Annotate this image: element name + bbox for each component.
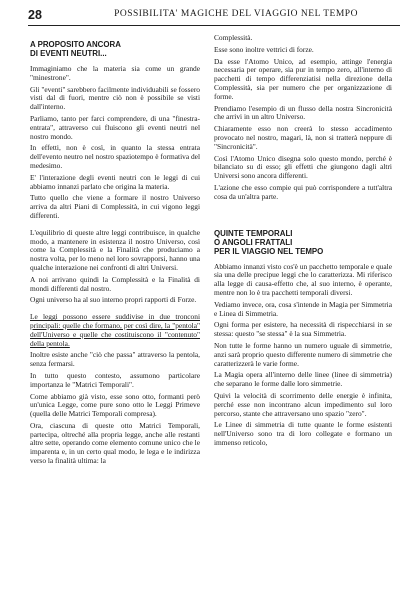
running-title: POSSIBILITA' MAGICHE DEL VIAGGIO NEL TEMPO: [114, 9, 358, 19]
heading-line: QUINTE TEMPORALI: [214, 228, 293, 238]
paragraph: Complessità.: [214, 33, 253, 42]
paragraph: Prendiamo l'esempio di un flusso della nostra Sincronicità che arrivi in un altro Universo.: [214, 103, 392, 122]
heading-line: O ANGOLI FRATTALI: [214, 237, 293, 247]
paragraph: In effetti, non è così, in quanto la stessa entrata dell'evento neutro nel nostro spaziotempo è formativa del medesimo.: [30, 143, 200, 170]
underlined-paragraph: Le leggi possono essere suddivise in due tronconi principali: quelle che formano, per così dire, la "pentola" dell'Universo e quelle che costituiscono il "contenuto" della pentola.: [30, 312, 200, 348]
paragraph: In tutto questo contesto, assumono particolare importanza le "Matrici Temporali".: [30, 370, 200, 389]
right-column: [214, 34, 392, 451]
paragraph: La Magia opera all'interno delle linee (linee di simmetria) che separano le forme dalle loro simmetrie.: [214, 370, 392, 389]
paragraph: L'azione che esso compie qui può corrispondere a tutt'altra cosa da un'altra parte.: [214, 182, 392, 201]
paragraph: L'equilibrio di queste altre leggi contribuisce, in qualche modo, a mantenere in esistenza il nostro Universo, così come la Complessità e la Finalità che produciamo a nostra volta, per lo meno nel loro sovrapporsi, hanno una qualche interazione nei confronti di altri Universi.: [30, 227, 200, 272]
paragraph: Come abbiamo già visto, esse sono otto, formanti però un'unica Legge, come pure sono otto le Leggi Primeve (quella delle Matrici Temporali compresa).: [30, 391, 200, 419]
paragraph: Ogni forma per esistere, ha necessità di rispecchiarsi in se stessa: questo "se stessa" è la sua Simmetria.: [214, 320, 392, 339]
paragraph: Parliamo, tanto per farci comprendere, di una "finestra-entrata", attraverso cui fluiscono gli eventi neutri nel nostro mondo.: [30, 113, 200, 141]
heading-line: A PROPOSITO ANCORA: [30, 40, 121, 49]
paragraph: Da esse l'Atomo Unico, ad esempio, attinge l'energia necessaria per operare, sia pur in tempo zero, all'interno di pacchetti di tempo differenziatisi nella direzione della Complessità, sia per numero che per organizzazione di forme.: [214, 56, 392, 101]
paragraph: Le Linee di simmetria di tutte quante le forme esistenti nell'Universo sono tra di loro collegate e formano un immenso reticolo,: [214, 420, 392, 447]
paragraph: Gli "eventi" sarebbero facilmente individuabili se fossero visti dal di fuori, mentre ciò non è possibile se visti dall'interno.: [30, 84, 200, 112]
left-column: [30, 40, 200, 469]
paragraph: Così l'Atomo Unico disegna solo questo mondo, perché è bilanciato su di esso; gli effetti che giungono dagli altri Universi sono ancora differenti.: [214, 153, 392, 181]
section-heading-eventi-neutri: [30, 40, 200, 58]
paragraph: Abbiamo innanzi visto cos'è un pacchetto temporale e quale sia una delle precipue leggi che lo caratterizza. Mi riferisco alla legge di causa-effetto che, al suo interno, è operante, mentre non lo è tra pacchetti temporali diversi.: [214, 261, 392, 297]
heading-line: DI EVENTI NEUTRI...: [30, 49, 107, 58]
paragraph: Quivi la velocità di scorrimento delle energie è infinita, perché esse non incontrano alcun impedimento sul loro percorso, stante che attraversano uno spazio "zero".: [214, 390, 392, 418]
heading-line: PER IL VIAGGIO NEL TEMPO: [214, 246, 324, 256]
page-header: [28, 9, 400, 26]
section-heading-quinte-temporali: [214, 229, 392, 256]
paragraph: Ogni universo ha al suo interno propri rapporti di Forze.: [30, 295, 197, 305]
page-number: 28: [28, 8, 42, 22]
paragraph: Esse sono inoltre vettrici di forze.: [214, 44, 314, 54]
paragraph: A noi arrivano quindi la Complessità e la Finalità di mondi differenti dal nostro.: [30, 274, 200, 293]
paragraph: Inoltre esiste anche "ciò che passa" attraverso la pentola, senza fermarsi.: [30, 350, 200, 369]
paragraph: Non tutte le forme hanno un numero uguale di simmetrie, anzi sarà proprio questo differente numero di simmetrie che caratterizzerà le varie forme.: [214, 340, 392, 368]
paragraph: Chiaramente esso non creerà lo stesso accadimento provocato nel nostro, magari, là, non si tratterà neppure di "Sincronicità".: [214, 124, 392, 151]
paragraph: Ora, ciascuna di queste otto Matrici Temporali, partecipa, oltreché alla propria legge, anche alle restanti altre sette, operando come elemento comune unico che le imparenta e, in un certo qual modo, le lega e le indirizza verso la finalità ultima: la: [30, 420, 200, 466]
paragraph: Vediamo invece, ora, cosa s'intende in Magia per Simmetria e Linea di Simmetria.: [214, 299, 392, 318]
paragraph: E' l'interazione degli eventi neutri con le leggi di cui abbiamo innanzi parlato che origina la materia.: [30, 172, 200, 191]
paragraph: Tutto quello che viene a formare il nostro Universo arriva da altri Piani di Complessità, in cui vigono leggi differenti.: [30, 193, 200, 220]
paragraph: Immaginiamo che la materia sia come un grande "minestrone".: [30, 64, 200, 82]
spacer: [214, 205, 392, 229]
